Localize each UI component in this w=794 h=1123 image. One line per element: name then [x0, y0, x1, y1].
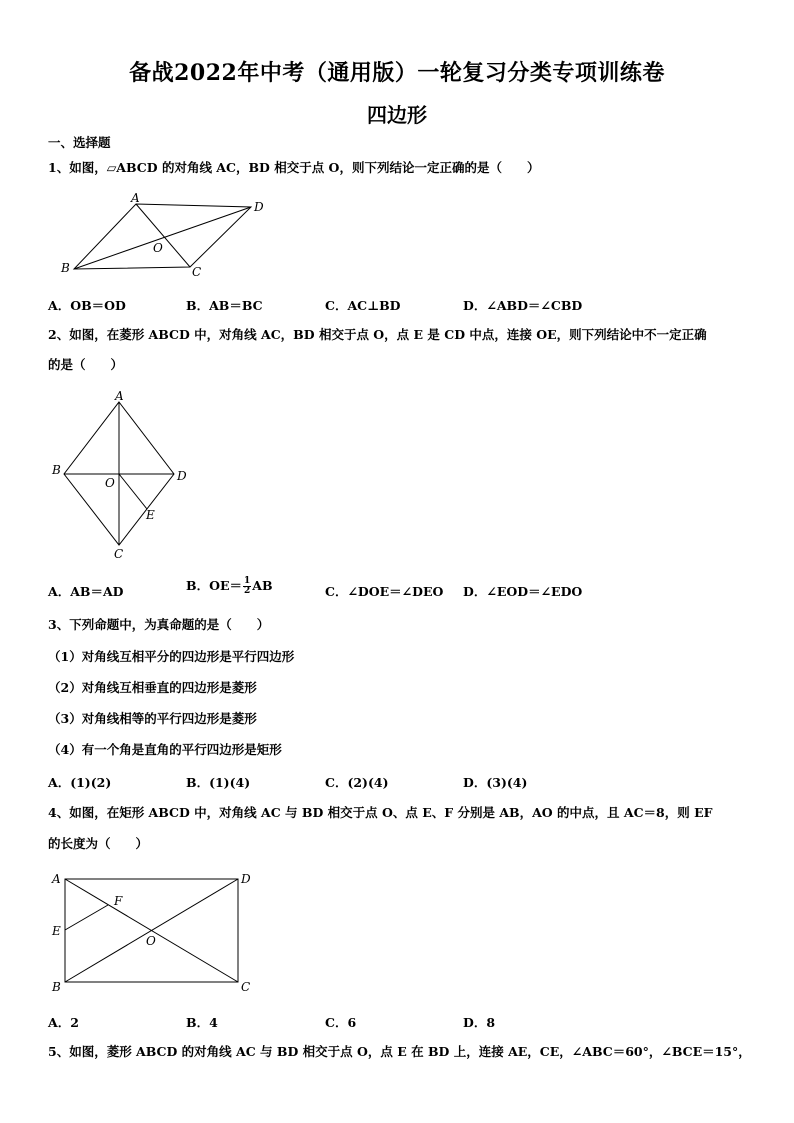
- q1-diagonal-bd: [74, 207, 251, 269]
- section-heading: 一、选择题: [48, 135, 111, 150]
- q2-label-e: E: [146, 508, 155, 522]
- q4-label-o: O: [146, 934, 156, 948]
- q4-label-c: C: [241, 980, 251, 994]
- fraction-numerator: 1: [243, 576, 251, 586]
- q1-stem: 1、如图，▱ABCD 的对角线 AC，BD 相交于点 O，则下列结论一定正确的是（ ）: [48, 160, 540, 175]
- q4-option-d[interactable]: D．8: [463, 1015, 496, 1030]
- q2-rhombus-figure: [50, 390, 200, 565]
- page-subtitle: 四边形: [367, 103, 427, 127]
- q3-statement-2: （2）对角线互相垂直的四边形是菱形: [48, 680, 257, 695]
- q4-stem-line1: 4、如图，在矩形 ABCD 中，对角线 AC 与 BD 相交于点 O、点 E、F 分别是 AB，AO 的中点，且 AC＝8，则 EF: [48, 805, 713, 820]
- q1-diagonal-ac: [136, 204, 190, 267]
- q1-option-a[interactable]: A．OB＝OD: [48, 298, 126, 313]
- q1-label-a: A: [131, 191, 140, 205]
- q4-label-a: A: [52, 872, 61, 886]
- q1-option-c[interactable]: C．AC⊥BD: [325, 298, 401, 313]
- q3-option-c[interactable]: C．(2)(4): [325, 775, 389, 790]
- q2-segment-oe: [119, 474, 147, 509]
- q4-label-d: D: [241, 872, 251, 886]
- q3-statement-1: （1）对角线互相平分的四边形是平行四边形: [48, 649, 295, 664]
- q2-option-b[interactable]: [186, 576, 273, 596]
- q2-option-a[interactable]: A．AB＝AD: [48, 584, 124, 599]
- q4-label-e: E: [52, 924, 61, 938]
- q4-stem-line2: 的长度为（ ）: [48, 836, 149, 851]
- q1-label-o: O: [153, 241, 163, 255]
- q2-label-o: O: [105, 476, 115, 490]
- q2-option-b-tail: AB: [252, 578, 273, 593]
- q3-stem: 3、下列命题中，为真命题的是（ ）: [48, 617, 270, 632]
- q1-label-b: B: [61, 261, 70, 275]
- q3-option-b[interactable]: B．(1)(4): [186, 775, 251, 790]
- q2-label-a: A: [115, 389, 124, 403]
- q4-option-c[interactable]: C．6: [325, 1015, 357, 1030]
- q1-option-b[interactable]: B．AB＝BC: [186, 298, 263, 313]
- q4-label-f: F: [114, 894, 123, 908]
- q4-option-a[interactable]: A．2: [48, 1015, 79, 1030]
- q4-option-b[interactable]: B．4: [186, 1015, 218, 1030]
- q3-option-a[interactable]: A．(1)(2): [48, 775, 112, 790]
- q1-label-d: D: [254, 200, 264, 214]
- q3-statement-3: （3）对角线相等的平行四边形是菱形: [48, 711, 257, 726]
- q4-segment-ef: [65, 905, 108, 930]
- q3-statement-4: （4）有一个角是直角的平行四边形是矩形: [48, 742, 282, 757]
- q2-stem-line1: 2、如图，在菱形 ABCD 中，对角线 AC，BD 相交于点 O，点 E 是 CD 中点，连接 OE，则下列结论中不一定正确: [48, 327, 707, 342]
- q2-stem-line2: 的是（ ）: [48, 357, 124, 372]
- q1-label-c: C: [192, 265, 202, 279]
- fraction-denominator: 2: [243, 586, 251, 596]
- q2-option-c[interactable]: C．∠DOE＝∠DEO: [325, 584, 444, 599]
- q1-parallelogram-figure: [55, 190, 285, 280]
- q3-option-d[interactable]: D．(3)(4): [463, 775, 528, 790]
- q5-stem: 5、如图，菱形 ABCD 的对角线 AC 与 BD 相交于点 O，点 E 在 BD 上，连接 AE，CE，∠ABC＝60°，∠BCE＝15°，: [48, 1044, 751, 1059]
- q2-label-d: D: [177, 469, 187, 483]
- q2-option-d[interactable]: D．∠EOD＝∠EDO: [463, 584, 583, 599]
- q4-rectangle-figure: [45, 868, 265, 998]
- q2-option-b-fraction: [243, 577, 251, 596]
- page-title: 备战2022年中考（通用版）一轮复习分类专项训练卷: [129, 60, 665, 86]
- q2-option-b-text: B．OE＝: [186, 578, 242, 593]
- q2-label-b: B: [52, 463, 61, 477]
- q4-label-b: B: [52, 980, 61, 994]
- q2-label-c: C: [114, 547, 124, 561]
- q1-option-d[interactable]: D．∠ABD＝∠CBD: [463, 298, 583, 313]
